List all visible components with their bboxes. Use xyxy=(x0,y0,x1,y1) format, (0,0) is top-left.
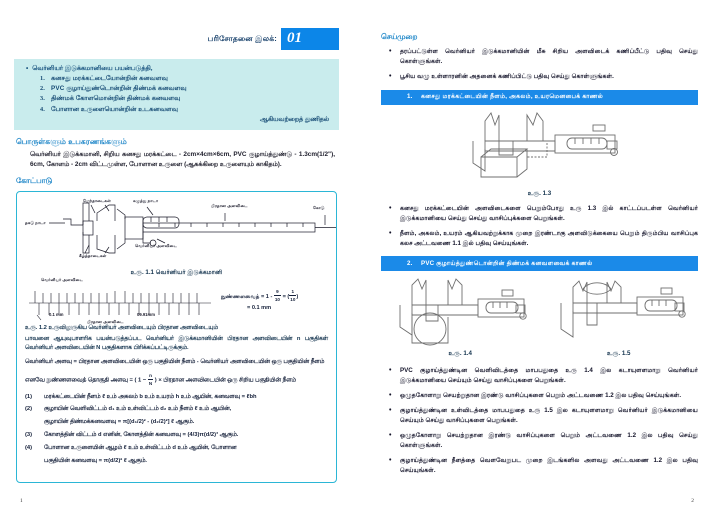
figure-1-5 xyxy=(549,277,689,358)
figure-label-neck-strip: கழுத்து நாடா xyxy=(133,197,159,203)
figure-1-4-caption: உரு. 1.4 xyxy=(448,350,472,358)
aim-item xyxy=(40,95,329,103)
theory-paragraph: பாவனை ஆயுவுபாளரிக பயன்படுத்தப்பட வெர்னியர் இடுக்கமானியின் பிரதான அளவிடையின் n பகுதிகள் வெர்னியர் அளவிடையின் N பகுதிகளாக பிரிக்கப்பட்டிருக்கும். xyxy=(25,336,328,351)
fraction-numerator: 1 xyxy=(289,288,296,297)
least-count-formula: நுண்ணளவைத் = 1 - $\frac{9}{10}$ = ( $\frac{1}{10}$ ) = 0.1 mm xyxy=(221,288,298,314)
materials-heading: பொருள்களும் உபகரணங்களும் xyxy=(16,136,127,146)
aim-item-number: 1. xyxy=(40,75,46,82)
theory-heading: கோட்பாடு xyxy=(16,175,53,185)
theory-formula-item xyxy=(25,418,328,428)
formula-text: குழாயின் வெளிவிட்டம் d₁ உம் உள்விட்டம் d₂ உம் நீளம் ℓ உம் ஆயின், xyxy=(44,406,232,413)
section-2-number: 2. xyxy=(407,259,413,267)
experiment-label: பரிசோதனை இலக்: xyxy=(207,34,277,43)
fraction-denominator: 10 xyxy=(274,297,280,303)
figure-1-2-caption: உரு. 1.2 உருவிலுருகிய வெர்னியர் அளவிடையும் பிரதான அளவிடையும் xyxy=(25,324,218,331)
figure-pair-1-4-1-5 xyxy=(381,277,698,358)
scale-label-vernier: வெர்னியர் அளவிடை xyxy=(41,276,83,282)
left-page xyxy=(0,0,355,514)
procedure-bullet: • ஒழுதகோளாறு செயற்றுதான இரண்டு வாசிப்புகளை பெறும் அட்டவணை 1.2 இல பதிவு செய்து கொள்ளுங்கள். xyxy=(389,431,698,451)
formula-index: (3) xyxy=(25,432,33,439)
figure-1-1-caption: உரு. 1.1 வெர்னியர் இடுக்கமானி xyxy=(130,268,223,276)
formula-index: (1) xyxy=(25,393,33,400)
scale-label-left-value: 0.1 mm xyxy=(49,311,64,317)
section-2-bullets xyxy=(389,366,698,475)
scale-label-right-value: 09.91mm xyxy=(137,311,155,317)
scale-label-main: பிரதான அளவிடை xyxy=(87,318,124,324)
fraction-numerator: 9 xyxy=(274,288,281,297)
aim-item xyxy=(40,75,329,83)
right-page xyxy=(355,0,720,514)
formula-fraction-1-10 xyxy=(289,288,296,305)
scale-ticks xyxy=(25,287,215,323)
equation-2-tail: × பிரதான அளவிடையின் ஒரு சிறிய பகுதியின் நீளம் xyxy=(158,377,297,384)
materials-text: வெர்னியர் இடுக்கமானி, சிறிய கனசது மரக்கட்டை - 2cm×4cm×6cm, PVC குழாய்த்துண்டு - 1.3cm(1/2"), 6cm, கோளம் - 2cm விட்டமுள்ள, போளான உருளை (ஆகக்கிறை உருளையும் காகிதம்). xyxy=(30,150,335,168)
theory-formula-item xyxy=(25,444,328,454)
theory-formula-item xyxy=(25,393,328,403)
procedure-heading: செய்முறை xyxy=(381,32,418,41)
procedure-bullet: • குழாய்த்துண்டின நீளத்தை வெளவேறுபட முறை இடங்களில அளவது அட்டவணை 1.2 இல பதிவு செய்யுங்கள். xyxy=(389,456,698,476)
aim-item-number: 2. xyxy=(40,85,46,93)
aim-box xyxy=(14,59,339,130)
theory-formula-item xyxy=(25,457,328,467)
figure-1-5-caption: உரு. 1.5 xyxy=(607,350,631,358)
aim-tail-text: ஆகியவற்றைத் துணிதல் xyxy=(259,115,329,123)
equation-1-rhs: பிரதான அளவிடையின் ஒரு பகுதியின் நீளம் - வெர்னியர் அளவிடையின் ஒரு பகுதியின் நீளம் xyxy=(78,358,325,365)
figure-1-1 xyxy=(25,199,328,261)
aim-item-text: போளான உருளையொன்றின் உடகனவளவு xyxy=(51,105,178,113)
figure-label-vernier-scale: வெர்னியர் அளவிடை xyxy=(135,242,177,248)
section-1-bullets xyxy=(389,204,698,249)
equation-2-fraction xyxy=(148,372,153,388)
formula-index xyxy=(25,457,39,467)
formula-index xyxy=(25,418,39,428)
formula-result-value: = 0.1 mm xyxy=(247,305,272,312)
procedure-bullet: • பூசிய வழு உள்ளாரனின் அதனைக் கணிப்பிட்டு பதிவு செய்து கொள்ளுங்கள். xyxy=(389,72,698,82)
aim-item-text: திண்மக் கோளமொன்றின் திண்மக் கனவளவு xyxy=(51,95,181,103)
aim-item-number: 3. xyxy=(40,95,46,103)
aim-item-text: கனசது மரக்கட்டையோன்றின் கனவளவு xyxy=(51,75,168,82)
procedure-bullet: • PVC குழாய்த்துண்டின வெளிவிடத்தை மாபபதுதை உரு 1.4 இல கடாயுளளமாறு வெர்னியர் இடுக்கமானியை செய்யும் செய்து வாசிப்புகளை பெறுங்கள். xyxy=(389,366,698,386)
vernier-scale-diagram xyxy=(25,276,215,324)
left-page-number: 1 xyxy=(20,498,23,504)
aim-item-number: 4. xyxy=(40,105,46,113)
section-1-title: கனசது மரக்கட்டையின் நீளம், அகலம், உயரமெனபைக் காணல் xyxy=(421,93,604,101)
figure-1-3 xyxy=(381,111,698,198)
caliper-outer-diameter-diagram xyxy=(390,277,530,349)
theory-formula-item xyxy=(25,405,328,415)
equation-1-lead: வெர்னியர் அளவு = xyxy=(25,358,77,365)
theory-formula-list xyxy=(25,393,328,467)
theory-equation-1 xyxy=(25,358,328,367)
figure-label-lower-jaws: கீழ்த்தாடைகள் xyxy=(79,252,107,258)
procedure-bullet: • குழாய்த்துண்டின உள்விடத்தை மாபபதுதை உரு 1.5 இல கடாயுளளமாறு வெர்னியர் இடுக்கமானியை செய்யும் செய்து வாசிப்புகளை பெறுங்கள். xyxy=(389,406,698,426)
experiment-header xyxy=(14,28,339,50)
formula-fraction-9-10 xyxy=(274,288,281,305)
formula-index: (2) xyxy=(25,406,33,413)
experiment-number-badge: 01 xyxy=(281,28,339,50)
procedure-bullet: • கனசது மரக்கட்டையின் அளவிடைகளை பெறும்போது உரு 1.3 இல் காட்டப்படள்ள வெர்னியர் இடுக்கமானியை செய்து செய்து வாசிப்புக்களை பெறுங்கள். xyxy=(389,204,698,224)
aim-item-text: PVC குழாய்துண்டொன்றின் திண்மக் கனவளவு xyxy=(51,85,187,93)
figure-1-4 xyxy=(390,277,530,358)
formula-equals: = xyxy=(282,293,286,300)
formula-index: (4) xyxy=(25,444,33,451)
fraction-denominator: 10 xyxy=(290,297,296,303)
aim-lead-text: • வெர்னியர் இடுக்கமானியை பயன்படுத்தி, xyxy=(26,65,329,73)
figure-label-main-scale: பிரதான அளவிடை xyxy=(211,202,248,208)
formula-text: மரக்கட்டையின் நீளம் ℓ உம் அகலம் b உம் உயரம் h உம் ஆயின், கனவளவு = ℓbh xyxy=(44,393,257,400)
figure-1-2 xyxy=(25,276,328,324)
figure-label-line: கோடு xyxy=(313,204,325,210)
vernier-caliper-diagram xyxy=(25,199,337,257)
caliper-inner-diameter-diagram xyxy=(549,277,689,349)
theory-equation-2: எனவே நுண்ணளவைத் தொகுதி அளவு = ( 1 − $\frac{n}{N}$ ) × பிரதான அளவிடையின் ஒரு சிறிய பகுதியின் நீளம் xyxy=(25,372,297,387)
aim-item-list xyxy=(40,75,329,114)
procedure-intro-bullets xyxy=(389,47,698,82)
formula-text: கோளத்தின் விட்டம் d எனின், கோளத்தின் கனவளவு = (4/3)π(d/2)³ ஆகும். xyxy=(44,432,239,439)
formula-text: குழாயின் திண்மக்கனவளவு = π[(d₁/2)² - (d₂/2)²] ℓ ஆகும். xyxy=(44,419,195,426)
caliper-measuring-block-diagram xyxy=(455,111,625,189)
formula-text: பகுதியின் கனவளவு = π(d/2)² ℓ ஆகும். xyxy=(44,457,148,464)
section-2-title: PVC குழாய்த்துண்டொன்றின் திண்மக் கனவளவைக் காணல் xyxy=(421,259,593,267)
fraction-numerator: n xyxy=(148,372,153,380)
aim-item xyxy=(40,106,329,114)
figure-label-upper-jaws: மேற்தாடைகள் xyxy=(83,197,111,203)
figure-1-3-caption: உரு. 1.3 xyxy=(527,189,552,197)
formula-text: போளான உருளையின் ஆழம் ℓ உம் உள்விட்டம் d உம் ஆயின், போளான xyxy=(44,444,237,451)
procedure-bullet: • ஒழுதகோளாறு செயற்றுதான இரண்டு வாசிப்புகளை பெறும் அட்டவணை 1.2 இல பதிவு செய்யுங்கள். xyxy=(389,391,698,401)
formula-lead: நுண்ணளவைத் = 1 - xyxy=(221,293,273,300)
procedure-bullet: • தரப்பட்டுள்ள வெர்னியர் இடுக்கமானியின் மீசு சிறிய அளவிடைக் கணிப்பீட்டு பதிவு செய்து கொள்ளுங்கள். xyxy=(389,47,698,67)
right-page-number: 2 xyxy=(691,498,694,504)
theory-formula-item xyxy=(25,431,328,441)
procedure-bullet: • நீளம், அகலம், உயரம் ஆகியவற்றுக்காக முறை இரண்டாகு அளவிடுக்கையை பெறும் திரும்பிய வாசிப்புக கலச அட்டவணை 1.1 இல் பதிவு செய்யுங்கள். xyxy=(389,229,698,249)
section-1-banner xyxy=(381,90,698,105)
section-1-number: 1. xyxy=(407,93,413,101)
fraction-denominator: N xyxy=(148,381,153,387)
aim-item xyxy=(40,85,329,93)
figure-label-plate-strip: தகடு நாடா xyxy=(25,219,46,225)
equation-2-lead: எனவே நுண்ணளவைத் தொகுதி அளவு = xyxy=(25,377,133,384)
section-2-banner xyxy=(381,256,698,271)
theory-figure-box xyxy=(16,191,337,483)
